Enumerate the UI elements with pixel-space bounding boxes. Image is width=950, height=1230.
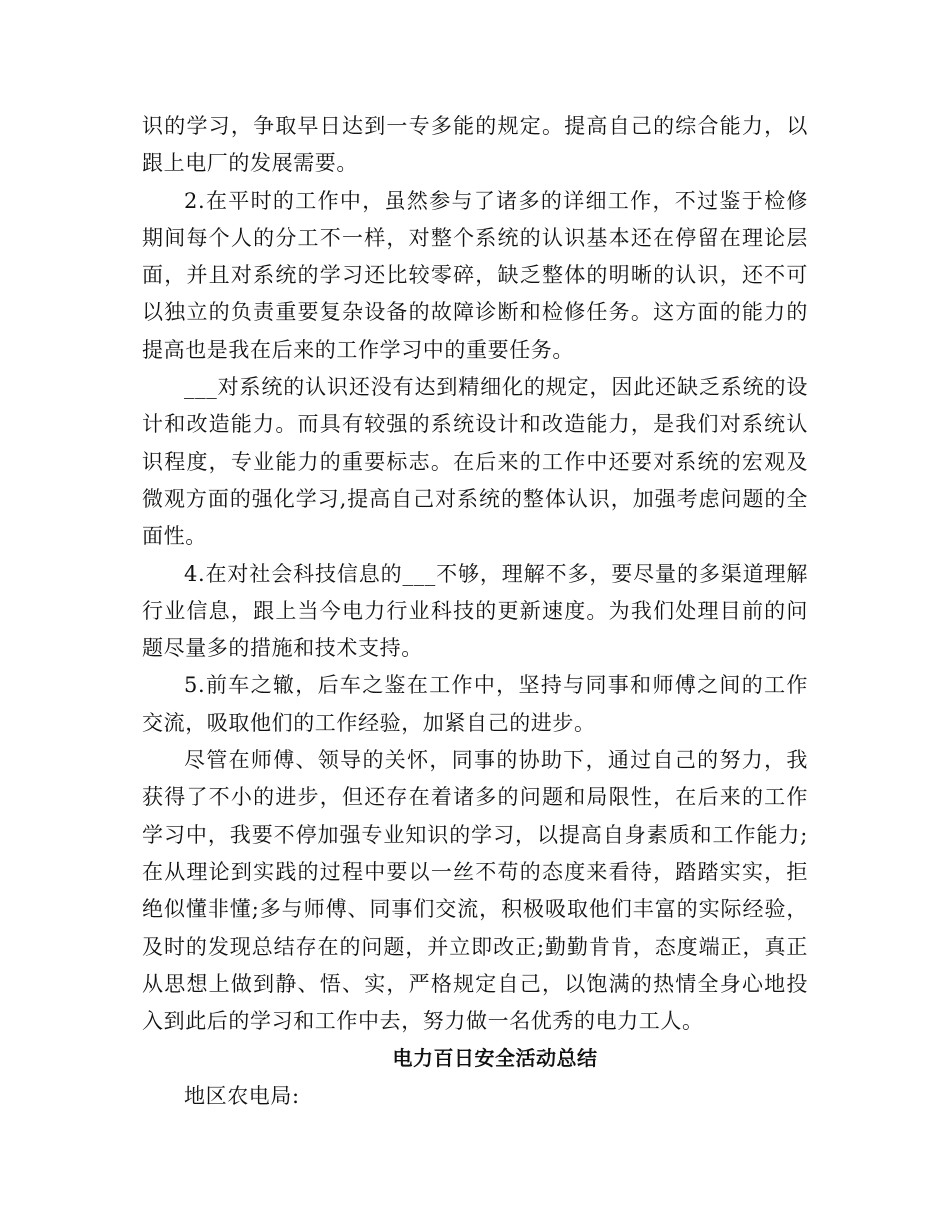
paragraph-item-2: 2.在平时的工作中，虽然参与了诸多的详细工作，不过鉴于检修期间每个人的分工不一样，对整个系统的认识基本还在停留在理论层面，并且对系统的学习还比较零碎，缺乏整体的明晰的认识，还不可以独立的负责重要复杂设备的故障诊断和检修任务。这方面的能力的提高也是我在后来的工作学习中的重要任务。 bbox=[142, 188, 808, 362]
paragraph-item-4: 4.在对社会科技信息的___不够，理解不多，要尽量的多渠道理解行业信息，跟上当今电力行业科技的更新速度。为我们处理目前的问题尽量多的措施和技术支持。 bbox=[142, 561, 808, 661]
section-title: 电力百日安全活动总结 bbox=[392, 1046, 598, 1071]
paragraph-conclusion: 尽管在师傅、领导的关怀，同事的协助下，通过自己的努力，我获得了不小的进步，但还存在着诸多的问题和局限性，在后来的工作学习中，我要不停加强专业知识的学习，以提高自身素质和工作能力;在从理论到实践的过程中要以一丝不苟的态度来看待，踏踏实实，拒绝似懂非懂;多与师傅、同事们交流，积极吸取他们丰富的实际经验，及时的发现总结存在的问题，并立即改正;勤勤肯肯，态度端正，真正从思想上做到静、悟、实，严格规定自己，以饱满的热情全身心地投入到此后的学习和工作中去，努力做一名优秀的电力工人。 bbox=[142, 748, 808, 1034]
paragraph-continuation: 识的学习，争取早日达到一专多能的规定。提高自己的综合能力，以跟上电厂的发展需要。 bbox=[142, 114, 808, 176]
document-body bbox=[142, 108, 808, 1115]
salutation: 地区农电局: bbox=[184, 1083, 300, 1108]
paragraph-item-3: ___对系统的认识还没有达到精细化的规定，因此还缺乏系统的设计和改造能力。而具有较强的系统设计和改造能力，是我们对系统认识程度，专业能力的重要标志。在后来的工作中还要对系统的宏观及微观方面的强化学习,提高自己对系统的整体认识，加强考虑问题的全面性。 bbox=[142, 375, 808, 549]
paragraph-item-5: 5.前车之辙，后车之鉴在工作中，坚持与同事和师傅之间的工作交流，吸取他们的工作经验，加紧自己的进步。 bbox=[142, 673, 808, 735]
